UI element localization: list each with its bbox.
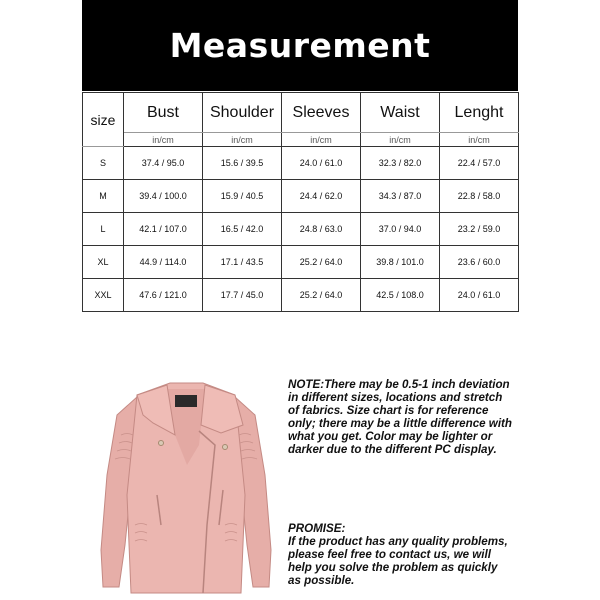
table-row bbox=[83, 246, 519, 279]
table-cell: 22.4 / 57.0 bbox=[440, 147, 519, 180]
column-header-length: Lenght bbox=[440, 93, 519, 133]
table-cell: 24.0 / 61.0 bbox=[282, 147, 361, 180]
size-chart-table bbox=[82, 92, 519, 312]
table-cell: 42.1 / 107.0 bbox=[124, 213, 203, 246]
table-cell: 16.5 / 42.0 bbox=[203, 213, 282, 246]
unit-label: in/cm bbox=[124, 133, 203, 147]
column-header-shoulder: Shoulder bbox=[203, 93, 282, 133]
unit-label: in/cm bbox=[361, 133, 440, 147]
note-text: NOTE:There may be 0.5-1 inch deviation in different sizes, locations and stretch of fabrics. Size chart is for reference only; there may be a little difference with what you get. Color may be lighter or darker due to the different PC display. bbox=[288, 378, 512, 456]
size-label: M bbox=[83, 180, 124, 213]
jacket-image bbox=[95, 375, 277, 600]
table-cell: 44.9 / 114.0 bbox=[124, 246, 203, 279]
table-cell: 47.6 / 121.0 bbox=[124, 279, 203, 312]
table-cell: 24.0 / 61.0 bbox=[440, 279, 519, 312]
table-row bbox=[83, 180, 519, 213]
column-header-bust: Bust bbox=[124, 93, 203, 133]
jacket-snap bbox=[223, 445, 228, 450]
table-cell: 23.6 / 60.0 bbox=[440, 246, 519, 279]
table-cell: 32.3 / 82.0 bbox=[361, 147, 440, 180]
page-title: Measurement bbox=[169, 26, 431, 65]
table-cell: 24.8 / 63.0 bbox=[282, 213, 361, 246]
table-row bbox=[83, 213, 519, 246]
table-cell: 34.3 / 87.0 bbox=[361, 180, 440, 213]
table-header-row bbox=[83, 93, 519, 133]
size-label: XL bbox=[83, 246, 124, 279]
table-cell: 25.2 / 64.0 bbox=[282, 246, 361, 279]
table-cell: 37.4 / 95.0 bbox=[124, 147, 203, 180]
table-cell: 17.7 / 45.0 bbox=[203, 279, 282, 312]
jacket-right-lapel bbox=[201, 385, 243, 433]
table-cell: 22.8 / 58.0 bbox=[440, 180, 519, 213]
title-banner bbox=[82, 0, 518, 91]
table-cell: 24.4 / 62.0 bbox=[282, 180, 361, 213]
table-cell: 23.2 / 59.0 bbox=[440, 213, 519, 246]
promise-title: PROMISE: bbox=[288, 522, 346, 535]
unit-row bbox=[83, 133, 519, 147]
size-label: L bbox=[83, 213, 124, 246]
table-row bbox=[83, 147, 519, 180]
table-cell: 39.4 / 100.0 bbox=[124, 180, 203, 213]
size-label: XXL bbox=[83, 279, 124, 312]
table-cell: 15.6 / 39.5 bbox=[203, 147, 282, 180]
table-cell: 25.2 / 64.0 bbox=[282, 279, 361, 312]
table-cell: 17.1 / 43.5 bbox=[203, 246, 282, 279]
unit-label: in/cm bbox=[203, 133, 282, 147]
table-row bbox=[83, 279, 519, 312]
table-cell: 42.5 / 108.0 bbox=[361, 279, 440, 312]
unit-label: in/cm bbox=[440, 133, 519, 147]
table-cell: 39.8 / 101.0 bbox=[361, 246, 440, 279]
jacket-label-tag bbox=[175, 395, 197, 407]
unit-label: in/cm bbox=[282, 133, 361, 147]
table-cell: 15.9 / 40.5 bbox=[203, 180, 282, 213]
size-label: S bbox=[83, 147, 124, 180]
promise-text: If the product has any quality problems, please feel free to contact us, we will help you solve the problem as quickly as possible. bbox=[288, 535, 508, 587]
column-header-waist: Waist bbox=[361, 93, 440, 133]
jacket-snap bbox=[159, 441, 164, 446]
table-cell: 37.0 / 94.0 bbox=[361, 213, 440, 246]
size-column-header: size bbox=[83, 93, 124, 147]
column-header-sleeves: Sleeves bbox=[282, 93, 361, 133]
